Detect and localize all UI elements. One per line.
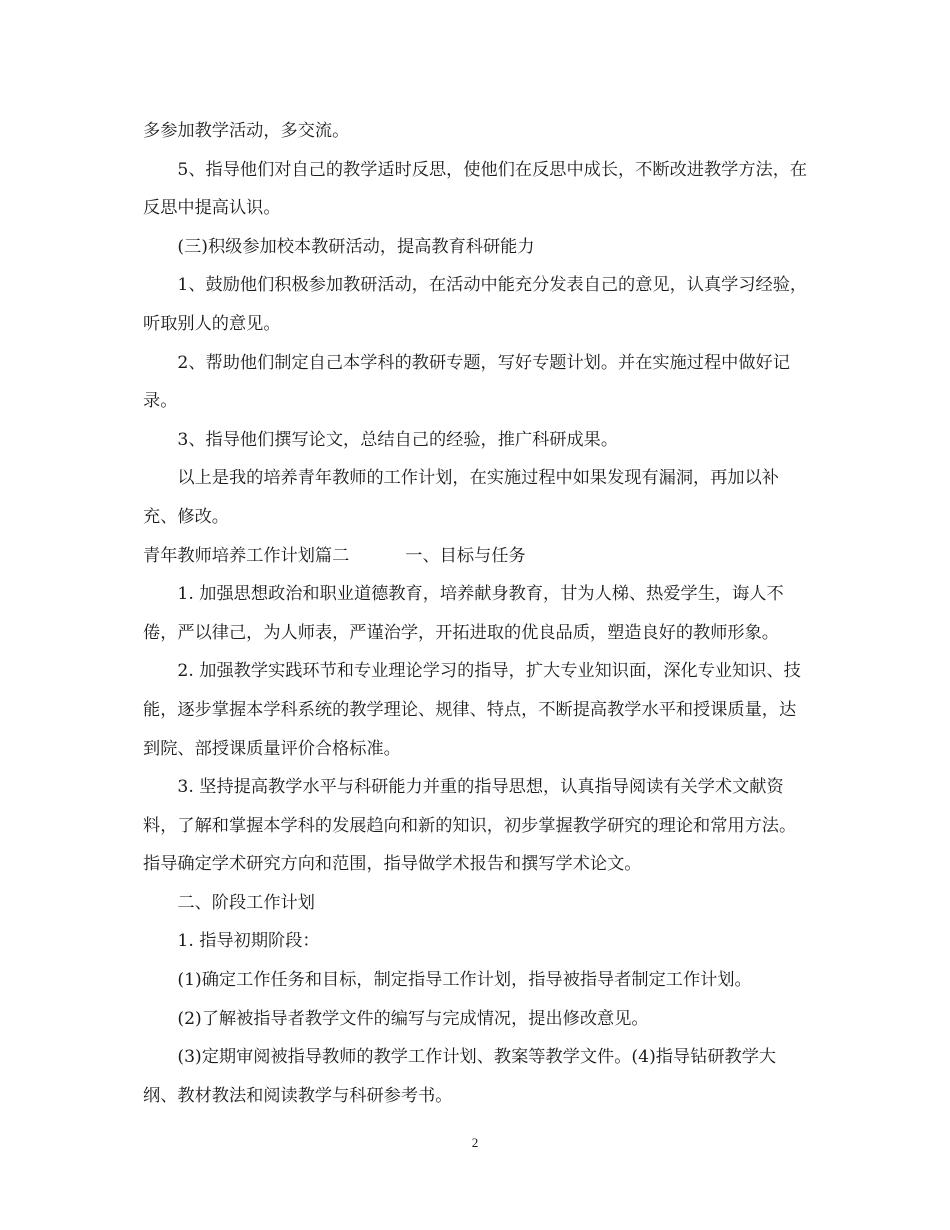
paragraph: 1. 加强思想政治和职业道德教育，培养献身教育，甘为人梯、热爱学生，诲人不倦，严以律己，为人师表，严谨治学，开拓进取的优良品质，塑造良好的教师形象。 <box>143 584 784 643</box>
document-body <box>143 112 808 1115</box>
paragraph: (2)了解被指导者教学文件的编写与完成情况，提出修改意见。 <box>177 1008 649 1029</box>
section-heading <box>143 537 808 576</box>
paragraph: 5、指导他们对自己的教学适时反思，使他们在反思中成长，不断改进教学方法，在反思中提高认识。 <box>143 159 808 219</box>
page-number: 2 <box>471 1135 479 1150</box>
paragraph: 2、帮助他们制定自己本学科的教研专题，写好专题计划。并在实施过程中做好记录。 <box>143 352 790 412</box>
paragraph: 多参加教学活动，多交流。 <box>143 121 350 141</box>
paragraph: 1、鼓励他们积极参加教研活动，在活动中能充分发表自己的意见，认真学习经验，听取别人的意见。 <box>143 275 808 334</box>
paragraph: 以上是我的培养青年教师的工作计划，在实施过程中如果发现有漏洞，再加以补充、修改。 <box>143 468 779 527</box>
section-title: 青年教师培养工作计划篇二 <box>143 545 350 566</box>
section-subtitle: 一、目标与任务 <box>405 545 526 566</box>
paragraph: 2. 加强教学实践环节和专业理论学习的指导，扩大专业知识面，深化专业知识、技能，逐步掌握本学科系统的教学理论、规律、特点，不断提高教学水平和授课质量，达到院、部授课质量评价合格标准。 <box>143 661 801 759</box>
subsection-heading: (三)积级参加校本教研活动，提高教育科研能力 <box>177 236 535 257</box>
paragraph: 3、指导他们撰写论文，总结自己的经验，推广科研成果。 <box>177 429 619 450</box>
paragraph: (3)定期审阅被指导教师的教学工作计划、教案等教学文件。(4)指导钻研教学大纲、教材教法和阅读教学与科研参考书。 <box>143 1047 777 1106</box>
paragraph: (1)确定工作任务和目标，制定指导工作计划，指导被指导者制定工作计划。 <box>177 970 752 991</box>
subsection-heading: 二、阶段工作计划 <box>177 892 315 913</box>
paragraph: 1. 指导初期阶段： <box>177 931 320 952</box>
paragraph: 3. 坚持提高教学水平与科研能力并重的指导思想，认真指导阅读有关学术文献资料，了解和掌握本学科的发展趋向和新的知识，初步掌握教学研究的理论和常用方法。指导确定学术研究方向和范围，指导做学术报告和撰写学术论文。 <box>143 777 797 875</box>
